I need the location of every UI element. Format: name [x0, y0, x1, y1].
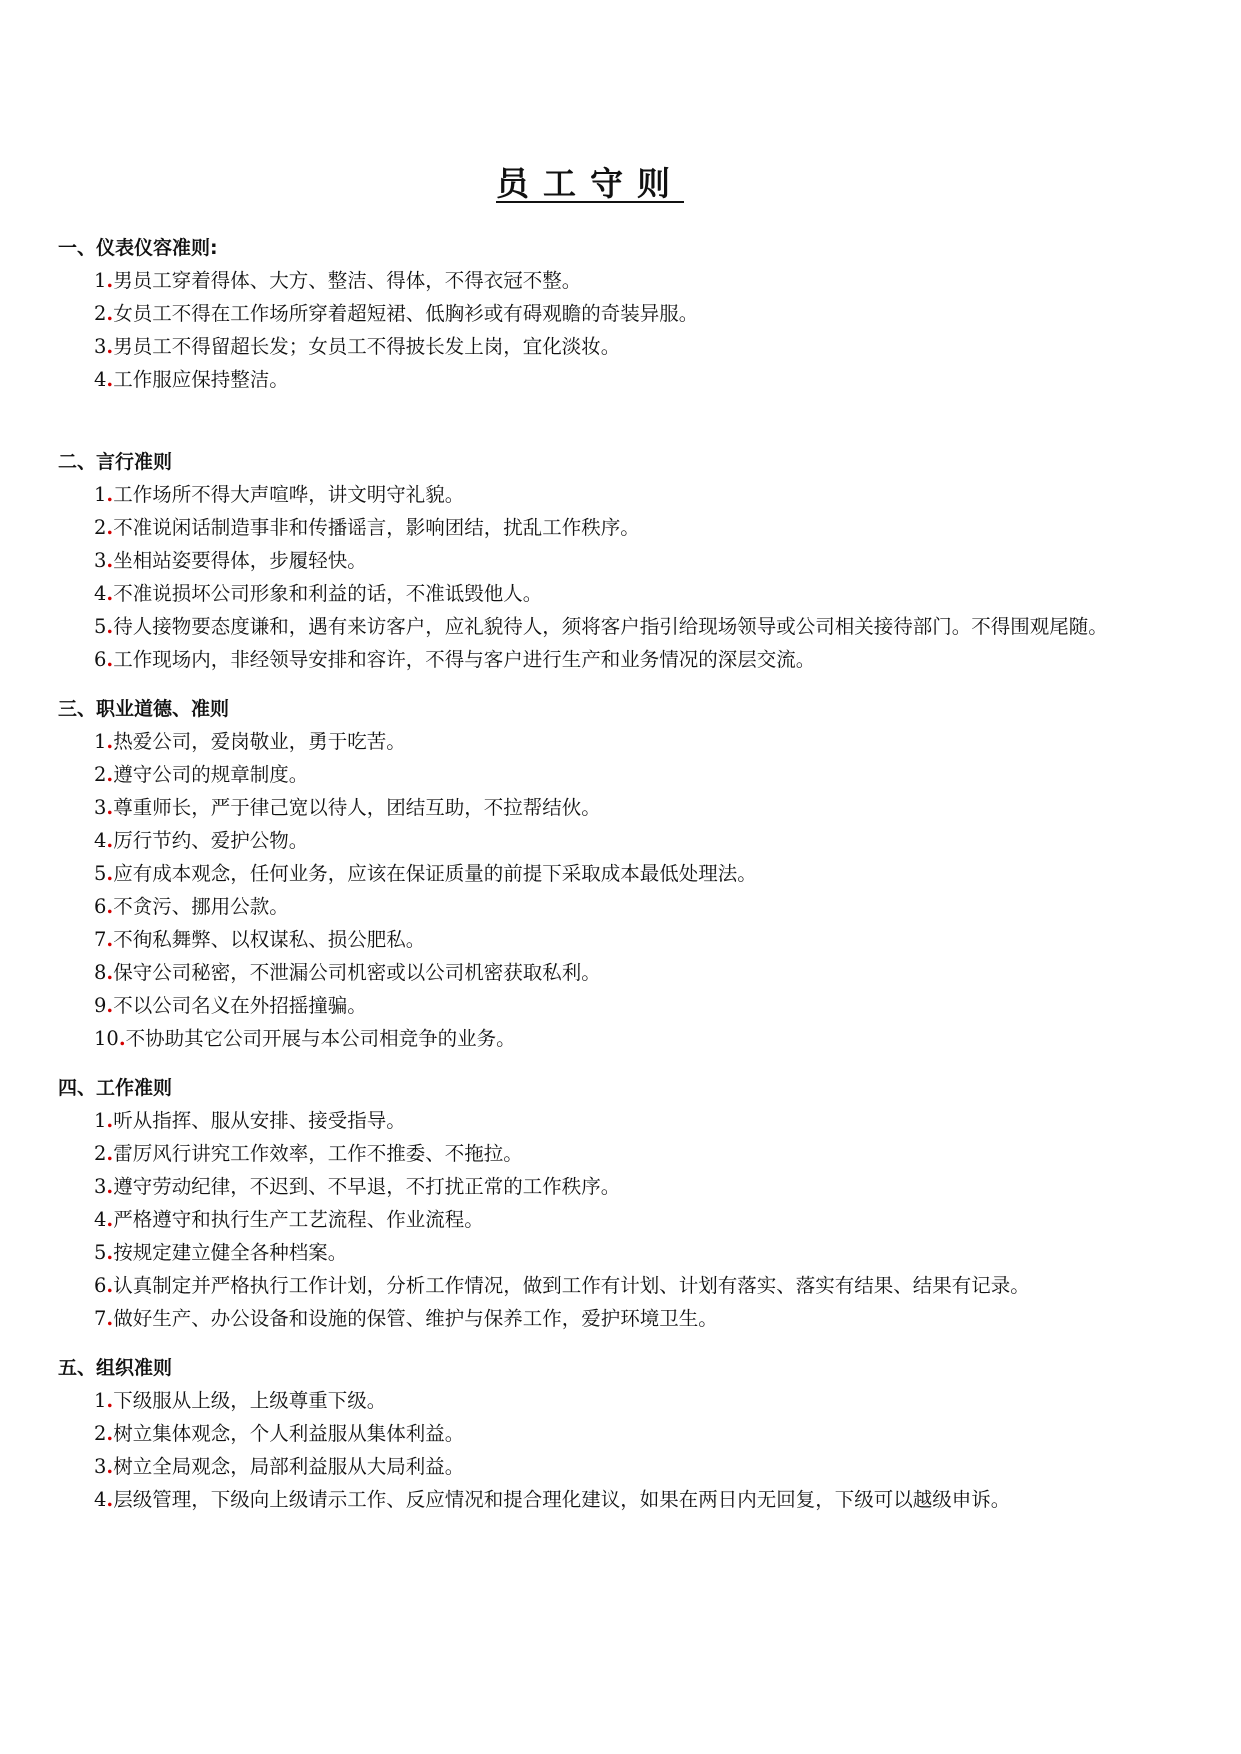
list-item: 7.做好生产、办公设备和设施的保管、维护与保养工作，爱护环境卫生。 [94, 1307, 718, 1330]
section-work [58, 1072, 1118, 1335]
section-heading: 一、仪表仪容准则: [58, 237, 218, 259]
page-title-text: 员工守则 [496, 164, 684, 203]
list-item: 4.严格遵守和执行生产工艺流程、作业流程。 [94, 1208, 484, 1231]
list-item: 2.雷厉风行讲究工作效率，工作不推委、不拖拉。 [94, 1142, 523, 1165]
list-item: 8.保守公司秘密，不泄漏公司机密或以公司机密获取私利。 [94, 961, 601, 984]
section-heading: 四、工作准则 [58, 1077, 173, 1099]
list-item: 4.层级管理，下级向上级请示工作、反应情况和提合理化建议，如果在两日内无回复，下级可以越级申诉。 [94, 1488, 1011, 1511]
list-item: 4.工作服应保持整洁。 [94, 368, 289, 391]
section-spacer [58, 1335, 1118, 1352]
list-item: 3.树立全局观念，局部利益服从大局利益。 [94, 1455, 465, 1478]
section-conduct [58, 446, 1118, 676]
list-item: 1.下级服从上级，上级尊重下级。 [94, 1389, 387, 1412]
section-spacer [58, 1055, 1118, 1072]
list-item: 1.男员工穿着得体、大方、整洁、得体，不得衣冠不整。 [94, 269, 582, 292]
list-item: 9.不以公司名义在外招摇撞骗。 [94, 994, 367, 1017]
list-item: 1.工作场所不得大声喧哗，讲文明守礼貌。 [94, 483, 465, 506]
section-spacer [58, 396, 1118, 446]
section-ethics [58, 693, 1118, 1055]
page-title [0, 158, 1180, 205]
list-item: 10.不协助其它公司开展与本公司相竞争的业务。 [94, 1027, 516, 1050]
list-item: 3.坐相站姿要得体，步履轻快。 [94, 549, 367, 572]
list-item: 5.待人接物要态度谦和，遇有来访客户，应礼貌待人，须将客户指引给现场领导或公司相关接待部门。不得围观尾随。 [94, 615, 1108, 638]
list-item: 2.女员工不得在工作场所穿着超短裙、低胸衫或有碍观瞻的奇装异服。 [94, 302, 699, 325]
list-item: 2.遵守公司的规章制度。 [94, 763, 309, 786]
section-organization [58, 1352, 1118, 1516]
list-item: 4.厉行节约、爱护公物。 [94, 829, 309, 852]
list-item: 5.按规定建立健全各种档案。 [94, 1241, 348, 1264]
list-item: 5.应有成本观念，任何业务，应该在保证质量的前提下采取成本最低处理法。 [94, 862, 757, 885]
section-heading: 五、组织准则 [58, 1357, 173, 1379]
section-heading: 二、言行准则 [58, 451, 173, 473]
section-heading: 三、职业道德、准则 [58, 698, 230, 720]
list-item: 1.热爱公司，爱岗敬业，勇于吃苦。 [94, 730, 406, 753]
list-item: 3.尊重师长，严于律己宽以待人，团结互助，不拉帮结伙。 [94, 796, 601, 819]
list-item: 2.树立集体观念，个人利益服从集体利益。 [94, 1422, 465, 1445]
list-item: 2.不准说闲话制造事非和传播谣言，影响团结，扰乱工作秩序。 [94, 516, 640, 539]
list-item: 1.听从指挥、服从安排、接受指导。 [94, 1109, 406, 1132]
list-item: 6.工作现场内，非经领导安排和容许，不得与客户进行生产和业务情况的深层交流。 [94, 648, 816, 671]
list-item: 3.男员工不得留超长发；女员工不得披长发上岗，宜化淡妆。 [94, 335, 621, 358]
list-item: 6.不贪污、挪用公款。 [94, 895, 289, 918]
list-item: 3.遵守劳动纪律，不迟到、不早退，不打扰正常的工作秩序。 [94, 1175, 621, 1198]
document-body [58, 232, 1118, 1516]
list-item: 4.不准说损坏公司形象和利益的话，不准诋毁他人。 [94, 582, 543, 605]
list-item: 7.不徇私舞弊、以权谋私、损公肥私。 [94, 928, 426, 951]
section-appearance [58, 232, 1118, 396]
list-item: 6.认真制定并严格执行工作计划，分析工作情况，做到工作有计划、计划有落实、落实有结果、结果有记录。 [94, 1274, 1030, 1297]
section-spacer [58, 676, 1118, 693]
